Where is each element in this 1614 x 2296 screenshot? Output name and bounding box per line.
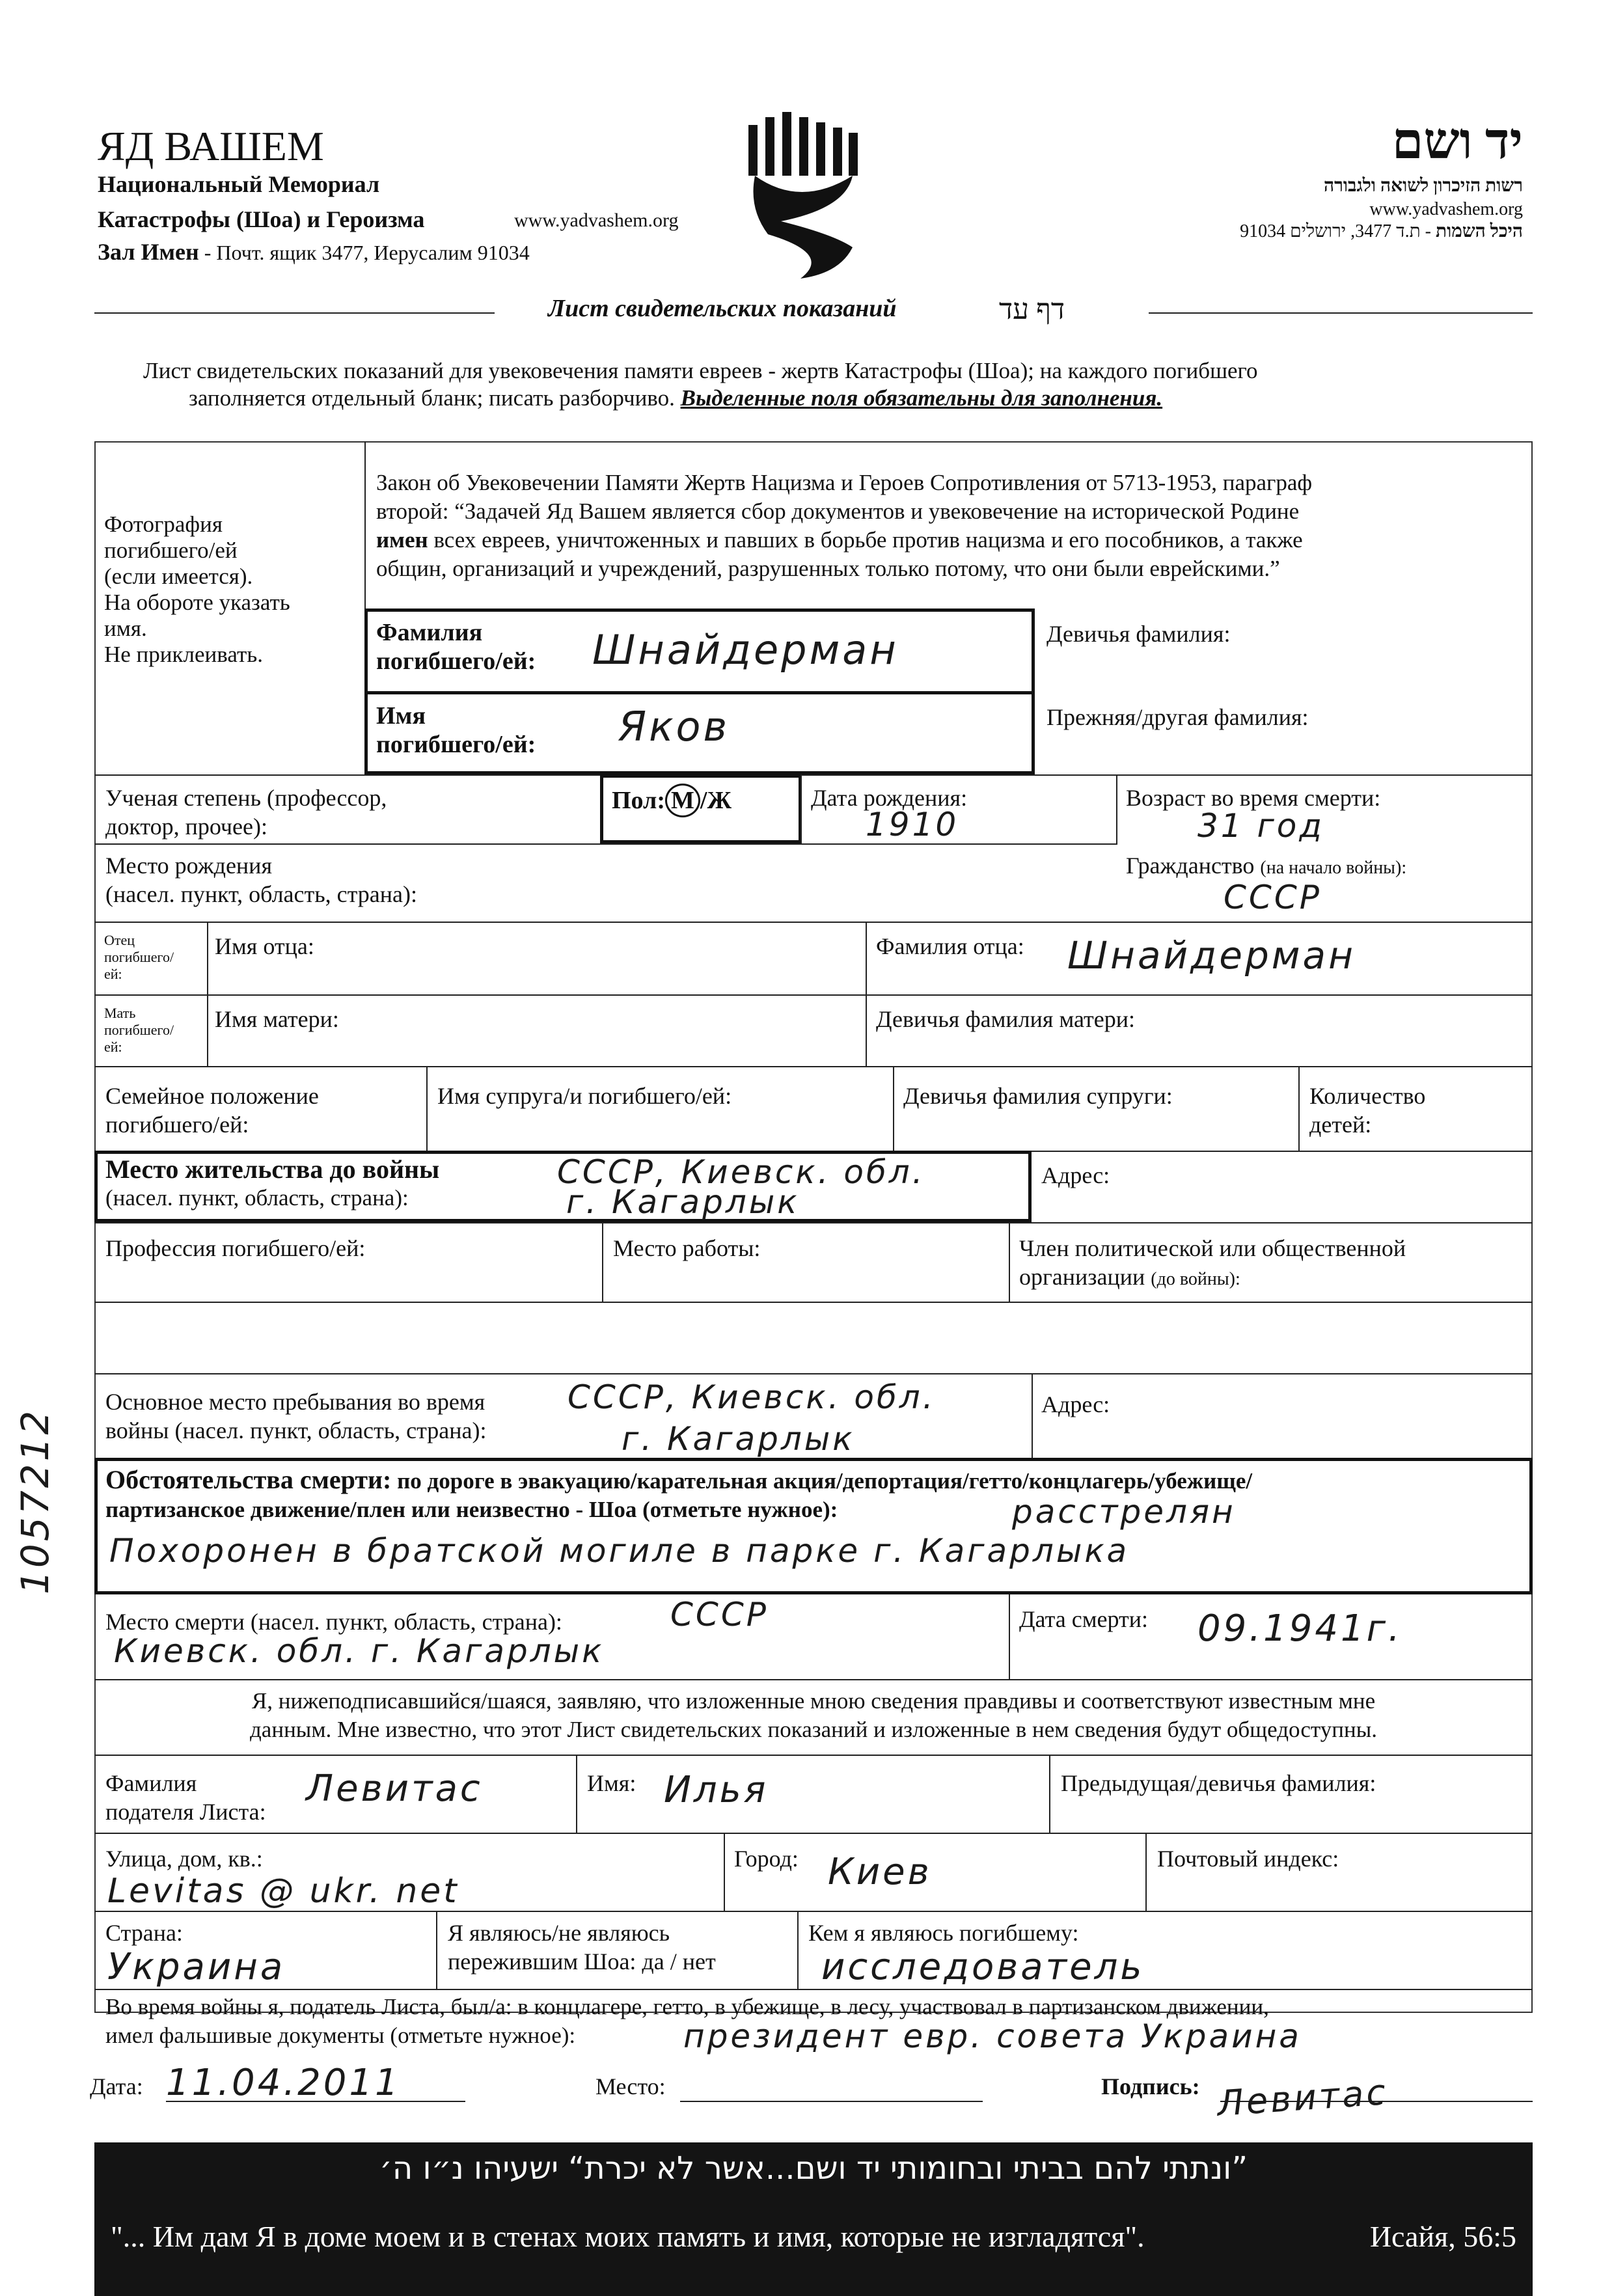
victim-surname-value[interactable]: Шнайдерман xyxy=(592,626,899,674)
street-value[interactable]: Levitas @ ukr. net xyxy=(107,1872,459,1911)
wartime-label xyxy=(105,1387,487,1445)
victim-surname-label-1: Фамилия xyxy=(376,619,483,646)
he-line-3 xyxy=(1240,221,1523,242)
birthplace-label xyxy=(105,851,417,909)
photo-line-1: Фотография xyxy=(104,512,223,537)
declaration-line-2: данным. Мне известно, что этот Лист свидетельских показаний и изложенные в нем сведения будут общедоступны. xyxy=(250,1717,1377,1742)
birthplace-label-1: Место рождения xyxy=(105,853,273,879)
zip-label: Почтовый индекс: xyxy=(1157,1846,1339,1872)
mother-side-label-2: погибшего/ xyxy=(104,1022,174,1038)
row-rule-birthplace xyxy=(94,843,1117,845)
victim-name-label-2: погибшего/ей: xyxy=(376,731,536,758)
children-label-2: детей: xyxy=(1309,1112,1372,1138)
city-divider xyxy=(724,1833,725,1911)
submitter-prev-divider xyxy=(1049,1755,1050,1833)
wartime-label-1: Основное место пребывания во время xyxy=(105,1389,486,1415)
residence-label-bold: Место жительства до войны xyxy=(105,1155,440,1184)
gender-male-option[interactable]: М xyxy=(665,784,700,817)
member-label-2-text: организации xyxy=(1019,1264,1145,1290)
age-divider xyxy=(1116,774,1117,843)
citizenship-note: (на начало войны): xyxy=(1260,858,1407,878)
father-name-label: Имя отца: xyxy=(215,933,314,959)
hall-label: Зал Имен xyxy=(98,239,199,265)
death-date-value[interactable]: 09.1941г. xyxy=(1197,1607,1402,1650)
degree-label xyxy=(105,784,387,841)
father-side-label xyxy=(104,932,174,983)
residence-label-sub: (насел. пункт, область, страна): xyxy=(105,1185,409,1210)
marital-status-label-1: Семейное положение xyxy=(105,1083,319,1109)
marital-status-label xyxy=(105,1082,319,1139)
row-rule-submitter xyxy=(94,1755,1533,1756)
mother-side-label-1: Мать xyxy=(104,1005,136,1021)
website: www.yadvashem.org xyxy=(514,210,679,231)
submitter-name-divider xyxy=(576,1755,577,1833)
residence-value-2[interactable]: г. Кагарлык xyxy=(566,1183,800,1221)
law-line-4: общин, организаций и учреждений, разрушенных только потому, что они были еврейскими.” xyxy=(376,556,1280,581)
row-rule-wartime-submitter xyxy=(94,1989,1533,1990)
submitter-wartime-value[interactable]: президент евр. совета Украина xyxy=(683,2017,1302,2055)
member-label-2 xyxy=(1019,1263,1406,1294)
sign-date-value[interactable]: 11.04.2011 xyxy=(166,2062,401,2104)
birth-date-label: Дата рождения: xyxy=(811,785,968,811)
relation-divider xyxy=(797,1911,799,1989)
law-line-1: Закон об Увековечении Памяти Жертв Нацизма и Героев Сопротивления от 5713-1953, параграф xyxy=(376,470,1313,495)
member-divider xyxy=(1009,1222,1010,1302)
intro-emphasis: Выделенные поля обязательны для заполнения. xyxy=(680,385,1163,411)
wartime-value-1[interactable]: СССР, Киевск. обл. xyxy=(568,1378,936,1416)
children-label-1: Количество xyxy=(1309,1083,1426,1109)
death-circ-label: Обстоятельства смерти: xyxy=(105,1465,392,1494)
city-value[interactable]: Киев xyxy=(828,1851,932,1893)
form-title-he: דף עד xyxy=(999,294,1065,325)
death-circ-line-2 xyxy=(105,1496,1524,1524)
survivor-label-2: пережившим Шоа: да / нет xyxy=(448,1948,716,1975)
mother-maiden-label: Девичья фамилия матери: xyxy=(876,1006,1136,1032)
birth-date-value[interactable]: 1910 xyxy=(866,806,959,843)
photo-instructions xyxy=(104,512,290,668)
gender-female-option[interactable]: Ж xyxy=(707,787,732,814)
wartime-label-2: войны (насел. пункт, область, страна): xyxy=(105,1417,487,1443)
title-rule-left xyxy=(94,312,495,314)
survivor-divider xyxy=(436,1911,437,1989)
residence-value-1[interactable]: СССР, Киевск. обл. xyxy=(557,1153,925,1191)
submitter-surname-value[interactable]: Левитас xyxy=(306,1768,483,1810)
declaration-text xyxy=(94,1687,1533,1744)
spouse-divider xyxy=(426,1066,428,1151)
mother-side-label-3: ей: xyxy=(104,1039,122,1055)
father-surname-value[interactable]: Шнайдерман xyxy=(1067,933,1356,977)
spouse-maiden-divider xyxy=(893,1066,894,1151)
wartime-address-divider xyxy=(1032,1373,1033,1458)
footer-russian-quote: "... Им дам Я в доме моем и в стенах моих память и имя, которые не изгладятся". xyxy=(111,2220,1145,2253)
wartime-value-2[interactable]: г. Кагарлык xyxy=(622,1420,855,1458)
victim-name-value[interactable]: Яков xyxy=(618,703,730,750)
title-rule-right xyxy=(1149,312,1533,314)
footer-russian xyxy=(111,2219,1516,2254)
profession-label: Профессия погибшего/ей: xyxy=(105,1235,366,1261)
row-rule-blank xyxy=(94,1302,1533,1303)
footer-russian-ref: Исайя, 56:5 xyxy=(1369,2220,1516,2253)
children-divider xyxy=(1298,1066,1300,1151)
law-text xyxy=(376,469,1522,583)
he-hall-address: - ת.ד 3477, ירושלים 91034 xyxy=(1240,221,1436,241)
submitter-name-label: Имя: xyxy=(587,1770,636,1796)
row-rule-mother xyxy=(94,994,1533,996)
member-note: (до войны): xyxy=(1151,1269,1240,1289)
degree-label-1: Ученая степень (профессор, xyxy=(105,785,387,811)
form-title: Лист свидетельских показаний xyxy=(548,295,897,322)
intro-line-1: Лист свидетельских показаний для увековечения памяти евреев - жертв Катастрофы (Шоа); на каждого погибшего xyxy=(143,358,1258,383)
hall-address-text: - Почт. ящик 3477, Иерусалим 91034 xyxy=(198,241,530,264)
he-hall-label: היכל השמות xyxy=(1436,221,1523,241)
signature-label: Подпись: xyxy=(1101,2073,1200,2099)
citizenship-label-text: Гражданство xyxy=(1126,853,1255,879)
mother-name-label: Имя матери: xyxy=(215,1006,339,1032)
submitter-wartime-line-1: Во время войны я, податель Листа, был/а: в концлагере, гетто, в убежище, в лесу, участвовал в партизанском движении, xyxy=(105,1994,1269,2019)
death-place-value-2[interactable]: Киевск. обл. г. Кагарлык xyxy=(114,1632,605,1670)
he-line-1: רשות הזיכרון לשואה ולגבורה xyxy=(1323,176,1523,196)
age-value[interactable]: 31 год xyxy=(1197,807,1324,845)
father-side-label-1: Отец xyxy=(104,932,135,948)
marital-status-label-2: погибшего/ей: xyxy=(105,1112,249,1138)
father-side-label-2: погибшего/ xyxy=(104,949,174,965)
survivor-label xyxy=(448,1919,716,1976)
row-rule-declaration xyxy=(94,1679,1533,1680)
submitter-wartime-line-2: имел фальшивые документы (отметьте нужное): xyxy=(105,2023,576,2048)
photo-line-2: погибшего/ей xyxy=(104,538,238,563)
submitter-name-value[interactable]: Илья xyxy=(664,1769,769,1811)
victim-other-surname-label: Прежняя/другая фамилия: xyxy=(1046,704,1309,730)
country-value[interactable]: Украина xyxy=(107,1946,286,1988)
death-circ-line-1 xyxy=(105,1466,1524,1496)
birthplace-label-2: (насел. пункт, область, страна): xyxy=(105,881,418,907)
citizenship-value[interactable]: СССР xyxy=(1224,879,1322,916)
row-rule-profession xyxy=(94,1222,1533,1223)
father-surname-label: Фамилия отца: xyxy=(876,933,1024,959)
member-label-1: Член политической или общественной xyxy=(1019,1235,1406,1261)
father-side-label-3: ей: xyxy=(104,966,122,982)
country-label: Страна: xyxy=(105,1920,183,1946)
death-circ-options-2: партизанское движение/плен или неизвестно - Шоа (отметьте нужное): xyxy=(105,1497,838,1522)
death-circumstances-text xyxy=(105,1466,1524,1524)
he-website: www.yadvashem.org xyxy=(1369,199,1523,219)
org-title: ЯД ВАШЕМ xyxy=(98,123,324,169)
street-label: Улица, дом, кв.: xyxy=(105,1846,263,1872)
relation-value[interactable]: исследователь xyxy=(821,1946,1145,1988)
submitter-prev-surname-label: Предыдущая/девичья фамилия: xyxy=(1061,1770,1376,1796)
death-circ-options-1: по дороге в эвакуацию/карательная акция/депортация/гетто/концлагерь/убежище/ xyxy=(391,1468,1253,1494)
wartime-address-label: Адрес: xyxy=(1041,1391,1110,1417)
birth-divider xyxy=(800,774,802,843)
law-line-2: второй: “Задачей Яд Вашем является сбор документов и увековечение на исторической Родине xyxy=(376,499,1300,524)
sign-place-rule xyxy=(680,2101,983,2102)
death-place-label: Место смерти (насел. пункт, область, страна): xyxy=(105,1609,562,1635)
intro-plain: заполняется отдельный бланк; писать разборчиво. xyxy=(189,385,681,411)
member-label xyxy=(1019,1234,1406,1294)
photo-line-5: имя. xyxy=(104,616,147,641)
death-place-value-1[interactable]: СССР xyxy=(670,1596,769,1633)
row-rule-degree xyxy=(94,774,1533,776)
signature-value[interactable]: Левитас xyxy=(1216,2071,1389,2125)
gender-field[interactable] xyxy=(612,786,732,815)
relation-label: Кем я являюсь погибшему: xyxy=(808,1920,1079,1946)
law-line-3-bold: имен xyxy=(376,527,428,553)
sign-date-label: Дата: xyxy=(90,2073,143,2099)
footer-hebrew: ”ונתתי להם בביתי ובחומותי יד ושם...אשר לא יכרת“ ישעיהו נ״ו ה׳ xyxy=(379,2150,1248,2187)
spouse-maiden-label: Девичья фамилия супруги: xyxy=(903,1083,1173,1109)
row-rule-country xyxy=(94,1911,1533,1912)
org-line-1: Национальный Мемориал xyxy=(98,171,380,197)
org-line-2: Катастрофы (Шоа) и Героизма xyxy=(98,206,425,232)
victim-name-label xyxy=(376,702,536,759)
survivor-label-1: Я являюсь/не являюсь xyxy=(448,1920,670,1946)
death-date-label: Дата смерти: xyxy=(1019,1606,1149,1632)
workplace-divider xyxy=(602,1222,603,1302)
gender-separator: / xyxy=(700,787,707,814)
hall-address xyxy=(98,238,530,266)
row-rule-family xyxy=(94,1066,1533,1067)
citizenship-label xyxy=(1126,851,1406,882)
residence-address-label: Адрес: xyxy=(1041,1162,1110,1188)
children-label xyxy=(1309,1082,1425,1139)
age-label: Возраст во время смерти: xyxy=(1126,785,1381,811)
row-rule-address xyxy=(94,1833,1533,1834)
sign-place-label: Место: xyxy=(595,2073,666,2099)
intro-line-2 xyxy=(189,385,1162,411)
law-line-3 xyxy=(376,526,1522,554)
residence-label xyxy=(105,1155,439,1212)
margin-note: 1057212 xyxy=(13,1408,57,1594)
father-surname-divider xyxy=(866,922,867,1066)
photo-line-4: На обороте указать xyxy=(104,590,290,615)
he-title: יד ושם xyxy=(1391,113,1523,169)
victim-name-label-1: Имя xyxy=(376,702,426,730)
zip-divider xyxy=(1145,1833,1147,1911)
law-line-3-rest: всех евреев, уничтоженных и павших в борьбе против нацизма и его пособников, а также xyxy=(428,527,1303,553)
row-rule-father xyxy=(94,922,1533,923)
death-circumstances-value[interactable]: расстрелян xyxy=(1012,1493,1236,1531)
photo-line-3: (если имеется). xyxy=(104,564,253,589)
declaration-line-1: Я, нижеподписавшийся/шаяся, заявляю, что изложенные мною сведения правдивы и соответствуют известным мне xyxy=(251,1688,1376,1714)
victim-surname-label-2: погибшего/ей: xyxy=(376,648,536,675)
death-date-divider xyxy=(1009,1594,1010,1679)
submitter-surname-label xyxy=(105,1769,266,1826)
victim-maiden-label: Девичья фамилия: xyxy=(1046,621,1231,647)
victim-surname-label xyxy=(376,618,536,676)
father-side-divider xyxy=(207,922,208,1066)
spouse-name-label: Имя супруга/и погибшего/ей: xyxy=(437,1083,732,1109)
death-circumstances-note[interactable]: Похоронен в братской могиле в парке г. Кагарлыка xyxy=(109,1532,1130,1570)
photo-line-6: Не приклеивать. xyxy=(104,642,263,667)
submitter-surname-label-1: Фамилия xyxy=(105,1770,197,1796)
degree-label-2: доктор, прочее): xyxy=(105,813,267,840)
row-rule-wartime xyxy=(94,1373,1533,1374)
workplace-label: Место работы: xyxy=(613,1235,761,1261)
gender-label: Пол: xyxy=(612,787,666,814)
city-label: Город: xyxy=(734,1846,799,1872)
submitter-surname-label-2: подателя Листа: xyxy=(105,1799,266,1825)
yad-vashem-logo xyxy=(742,111,872,280)
mother-side-label xyxy=(104,1005,174,1056)
